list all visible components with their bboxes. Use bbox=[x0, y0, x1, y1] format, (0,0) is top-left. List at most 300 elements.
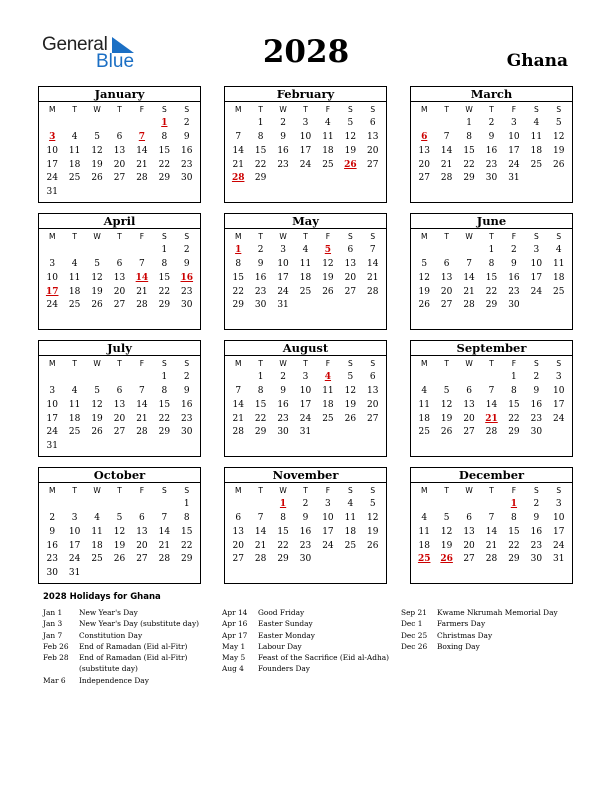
weekday-header: S bbox=[161, 105, 167, 114]
day-cell: 8 bbox=[511, 385, 517, 396]
day-cell: 8 bbox=[161, 385, 168, 396]
month-march bbox=[410, 86, 573, 203]
weekday-header: S bbox=[161, 486, 167, 495]
day-cell: 12 bbox=[113, 526, 126, 537]
day-cell: 4 bbox=[421, 385, 428, 396]
weekday-header: W bbox=[465, 359, 473, 368]
day-cell: 16 bbox=[530, 399, 543, 410]
month-name: April bbox=[39, 214, 200, 229]
weekday-header: S bbox=[556, 105, 562, 114]
day-cell: 11 bbox=[344, 512, 357, 523]
day-cell: 28 bbox=[485, 427, 498, 438]
day-cell: 15 bbox=[158, 399, 171, 410]
day-cell: 16 bbox=[530, 526, 543, 537]
empty-cell bbox=[480, 371, 502, 385]
day-cell: 11 bbox=[68, 145, 81, 156]
holiday-item bbox=[222, 663, 397, 674]
day-cell: 9 bbox=[257, 258, 264, 269]
day-cell: 25 bbox=[322, 159, 334, 170]
day-cell: 17 bbox=[299, 399, 312, 410]
day-cell: 19 bbox=[91, 159, 103, 170]
empty-cell bbox=[176, 440, 198, 454]
day-cell: 22 bbox=[254, 413, 267, 424]
day-cell: 2 bbox=[183, 117, 190, 128]
empty-cell bbox=[525, 172, 547, 186]
day-cell: 22 bbox=[232, 286, 244, 297]
holiday-date: Dec 25 bbox=[401, 630, 428, 640]
weekday-header: M bbox=[234, 105, 242, 114]
day-cell: 7 bbox=[466, 258, 472, 269]
day-grid bbox=[39, 483, 200, 583]
weekday-header: M bbox=[48, 486, 56, 495]
day-cell: 25 bbox=[91, 554, 103, 565]
day-cell: 29 bbox=[277, 554, 289, 565]
weekday-header: T bbox=[258, 105, 263, 114]
weekday-header: T bbox=[444, 232, 449, 241]
day-cell: 7 bbox=[488, 512, 495, 523]
day-grid bbox=[225, 102, 386, 202]
day-cell: 22 bbox=[508, 413, 520, 424]
weekday-header: W bbox=[93, 105, 101, 114]
day-cell: 8 bbox=[235, 258, 242, 269]
empty-cell bbox=[272, 440, 294, 454]
empty-cell bbox=[317, 553, 339, 567]
day-cell: 27 bbox=[463, 554, 475, 565]
month-april bbox=[38, 213, 201, 330]
day-cell: 12 bbox=[322, 258, 334, 269]
empty-cell bbox=[131, 117, 153, 131]
day-cell: 2 bbox=[302, 498, 309, 509]
day-cell: 29 bbox=[254, 173, 267, 184]
weekday-header: S bbox=[533, 232, 539, 241]
day-cell: 12 bbox=[367, 512, 379, 523]
day-cell: 14 bbox=[232, 399, 244, 410]
day-cell: 25 bbox=[68, 427, 81, 438]
day-cell: 16 bbox=[299, 526, 312, 537]
day-cell: 14 bbox=[254, 526, 267, 537]
day-cell: 25 bbox=[530, 159, 543, 170]
day-cell: 20 bbox=[113, 159, 126, 170]
empty-cell bbox=[317, 440, 339, 454]
empty-cell bbox=[480, 440, 502, 454]
empty-cell bbox=[458, 371, 480, 385]
month-name: October bbox=[39, 468, 200, 483]
day-cell: 22 bbox=[158, 159, 171, 170]
day-cell: 24 bbox=[46, 427, 58, 438]
weekday-header: M bbox=[420, 105, 428, 114]
day-cell: 16 bbox=[254, 272, 267, 283]
empty-cell bbox=[413, 440, 435, 454]
day-cell: 17 bbox=[68, 540, 81, 551]
holiday-item bbox=[401, 618, 576, 629]
day-cell: 29 bbox=[232, 300, 244, 311]
day-grid bbox=[411, 356, 572, 456]
day-cell: 1 bbox=[257, 117, 264, 128]
day-cell: 3 bbox=[555, 371, 562, 382]
holiday-name: Boxing Day bbox=[437, 641, 480, 651]
day-cell: 8 bbox=[257, 131, 264, 142]
day-cell: 21 bbox=[485, 540, 498, 551]
day-cell: 18 bbox=[344, 526, 357, 537]
holiday-date: Dec 1 bbox=[401, 619, 423, 629]
weekday-header: F bbox=[511, 486, 517, 495]
weekday-header: T bbox=[303, 486, 308, 495]
day-cell: 6 bbox=[443, 258, 450, 269]
empty-cell bbox=[339, 440, 361, 454]
day-cell: 26 bbox=[322, 286, 334, 297]
day-cell: 7 bbox=[369, 244, 376, 255]
day-cell: 19 bbox=[322, 272, 334, 283]
holiday-day: 1 bbox=[510, 498, 518, 509]
month-august bbox=[224, 340, 387, 457]
weekday-header: T bbox=[72, 232, 77, 241]
day-cell: 15 bbox=[485, 272, 498, 283]
day-cell: 9 bbox=[533, 512, 540, 523]
empty-cell bbox=[86, 498, 108, 512]
holiday-name: Kwame Nkrumah Memorial Day bbox=[437, 608, 558, 617]
day-cell: 20 bbox=[463, 413, 475, 424]
day-cell: 12 bbox=[440, 526, 453, 537]
day-cell: 15 bbox=[181, 526, 193, 537]
day-cell: 29 bbox=[463, 173, 475, 184]
day-cell: 23 bbox=[485, 159, 498, 170]
empty-cell bbox=[227, 371, 249, 385]
day-cell: 13 bbox=[136, 526, 148, 537]
day-cell: 18 bbox=[553, 272, 565, 283]
day-cell: 13 bbox=[463, 526, 475, 537]
empty-cell bbox=[86, 313, 108, 327]
empty-cell bbox=[153, 186, 175, 200]
holiday-name: Easter Monday bbox=[258, 630, 315, 640]
day-cell: 17 bbox=[46, 159, 58, 170]
day-cell: 27 bbox=[367, 159, 379, 170]
empty-cell bbox=[525, 313, 547, 327]
weekday-header: S bbox=[347, 232, 353, 241]
day-cell: 13 bbox=[367, 131, 379, 142]
empty-cell bbox=[153, 498, 175, 512]
weekday-header: W bbox=[465, 105, 473, 114]
day-cell: 4 bbox=[347, 498, 354, 509]
holiday-day: 25 bbox=[417, 554, 431, 565]
day-cell: 27 bbox=[440, 300, 453, 311]
empty-cell bbox=[108, 498, 130, 512]
month-name: September bbox=[411, 341, 572, 356]
day-cell: 19 bbox=[553, 145, 565, 156]
day-cell: 11 bbox=[91, 526, 103, 537]
day-cell: 8 bbox=[161, 258, 168, 269]
day-cell: 9 bbox=[280, 131, 286, 142]
day-cell: 7 bbox=[139, 258, 145, 269]
day-cell: 2 bbox=[280, 117, 286, 128]
day-cell: 23 bbox=[530, 413, 543, 424]
day-cell: 14 bbox=[367, 258, 379, 269]
day-cell: 13 bbox=[367, 385, 379, 396]
day-cell: 14 bbox=[463, 272, 475, 283]
weekday-header: T bbox=[489, 359, 494, 368]
empty-cell bbox=[227, 117, 249, 131]
empty-cell bbox=[435, 440, 457, 454]
day-cell: 23 bbox=[277, 159, 289, 170]
weekday-header: W bbox=[93, 359, 101, 368]
day-cell: 18 bbox=[322, 399, 334, 410]
day-cell: 1 bbox=[161, 244, 168, 255]
day-cell: 11 bbox=[68, 399, 81, 410]
day-cell: 25 bbox=[322, 413, 334, 424]
day-cell: 31 bbox=[508, 173, 520, 184]
holiday-date: Apr 17 bbox=[222, 630, 248, 640]
day-cell: 7 bbox=[235, 131, 242, 142]
day-cell: 30 bbox=[299, 554, 312, 565]
day-cell: 23 bbox=[299, 540, 312, 551]
weekday-header: F bbox=[325, 105, 331, 114]
holiday-name: Farmers Day bbox=[437, 619, 486, 629]
day-cell: 8 bbox=[511, 512, 517, 523]
empty-cell bbox=[458, 244, 480, 258]
empty-cell bbox=[362, 567, 384, 581]
day-grid bbox=[39, 356, 200, 456]
day-cell: 25 bbox=[299, 286, 312, 297]
day-cell: 19 bbox=[440, 540, 453, 551]
empty-cell bbox=[435, 371, 457, 385]
day-cell: 24 bbox=[553, 413, 565, 424]
day-cell: 16 bbox=[508, 272, 520, 283]
holiday-day: 14 bbox=[135, 272, 149, 283]
day-cell: 28 bbox=[463, 300, 475, 311]
empty-cell bbox=[86, 567, 108, 581]
day-cell: 30 bbox=[277, 427, 289, 438]
weekday-header: T bbox=[258, 486, 263, 495]
empty-cell bbox=[272, 172, 294, 186]
holiday-name: End of Ramadan (Eid al-Fitr) (substitute day) bbox=[79, 653, 188, 674]
day-cell: 20 bbox=[136, 540, 148, 551]
weekday-header: S bbox=[556, 359, 562, 368]
weekday-header: S bbox=[184, 105, 190, 114]
weekday-header: F bbox=[139, 486, 145, 495]
day-cell: 18 bbox=[530, 145, 543, 156]
weekday-header: S bbox=[184, 486, 190, 495]
weekday-header: F bbox=[139, 232, 145, 241]
day-cell: 2 bbox=[257, 244, 264, 255]
day-cell: 17 bbox=[553, 526, 565, 537]
weekday-header: S bbox=[556, 486, 562, 495]
day-cell: 6 bbox=[369, 371, 376, 382]
empty-cell bbox=[108, 313, 130, 327]
holiday-date: Jan 7 bbox=[43, 630, 63, 640]
day-cell: 23 bbox=[530, 540, 543, 551]
empty-cell bbox=[339, 553, 361, 567]
empty-cell bbox=[86, 371, 108, 385]
day-cell: 6 bbox=[235, 512, 242, 523]
day-cell: 5 bbox=[443, 512, 450, 523]
weekday-header: S bbox=[161, 359, 167, 368]
day-cell: 31 bbox=[299, 427, 312, 438]
day-cell: 29 bbox=[158, 427, 171, 438]
day-cell: 1 bbox=[511, 371, 517, 382]
empty-cell bbox=[458, 567, 480, 581]
weekday-header: F bbox=[511, 359, 517, 368]
day-cell: 26 bbox=[344, 413, 357, 424]
holiday-item bbox=[401, 641, 576, 652]
day-cell: 28 bbox=[440, 173, 453, 184]
day-cell: 23 bbox=[181, 413, 193, 424]
empty-cell bbox=[548, 567, 570, 581]
empty-cell bbox=[317, 426, 339, 440]
weekday-header: W bbox=[93, 486, 101, 495]
day-cell: 12 bbox=[91, 399, 103, 410]
day-cell: 19 bbox=[91, 286, 103, 297]
day-cell: 11 bbox=[418, 399, 430, 410]
day-cell: 20 bbox=[418, 159, 430, 170]
day-cell: 25 bbox=[418, 427, 430, 438]
month-june bbox=[410, 213, 573, 330]
holiday-column bbox=[401, 607, 576, 652]
holiday-item bbox=[43, 630, 213, 641]
day-cell: 3 bbox=[533, 244, 540, 255]
day-cell: 20 bbox=[463, 540, 475, 551]
day-cell: 10 bbox=[46, 399, 58, 410]
day-cell: 26 bbox=[553, 159, 565, 170]
day-cell: 8 bbox=[161, 131, 168, 142]
holiday-date: Aug 4 bbox=[222, 664, 244, 674]
day-cell: 9 bbox=[488, 131, 495, 142]
day-cell: 12 bbox=[91, 272, 103, 283]
day-cell: 30 bbox=[485, 173, 498, 184]
day-cell: 5 bbox=[94, 131, 100, 142]
day-cell: 3 bbox=[49, 258, 56, 269]
day-cell: 11 bbox=[68, 272, 81, 283]
holiday-date: Feb 26 bbox=[43, 641, 69, 651]
day-cell: 26 bbox=[113, 554, 126, 565]
day-cell: 15 bbox=[463, 145, 475, 156]
day-cell: 5 bbox=[369, 498, 376, 509]
day-cell: 16 bbox=[46, 540, 58, 551]
day-cell: 24 bbox=[530, 286, 543, 297]
day-cell: 7 bbox=[257, 512, 264, 523]
day-cell: 27 bbox=[232, 554, 244, 565]
day-cell: 14 bbox=[485, 526, 498, 537]
day-cell: 26 bbox=[440, 427, 453, 438]
weekday-header: M bbox=[48, 232, 56, 241]
day-cell: 18 bbox=[322, 145, 334, 156]
empty-cell bbox=[435, 244, 457, 258]
day-cell: 28 bbox=[136, 300, 148, 311]
day-cell: 9 bbox=[302, 512, 309, 523]
empty-cell bbox=[86, 117, 108, 131]
day-cell: 18 bbox=[68, 413, 81, 424]
day-cell: 12 bbox=[91, 145, 103, 156]
holiday-date: Sep 21 bbox=[401, 608, 427, 617]
day-cell: 27 bbox=[463, 427, 475, 438]
weekday-header: T bbox=[444, 105, 449, 114]
day-cell: 13 bbox=[463, 399, 475, 410]
day-cell: 25 bbox=[553, 286, 565, 297]
day-cell: 19 bbox=[440, 413, 453, 424]
empty-cell bbox=[503, 440, 525, 454]
empty-cell bbox=[294, 186, 316, 200]
day-cell: 4 bbox=[71, 131, 78, 142]
day-cell: 3 bbox=[302, 117, 309, 128]
day-cell: 13 bbox=[418, 145, 430, 156]
day-cell: 6 bbox=[139, 512, 145, 523]
day-cell: 17 bbox=[530, 272, 543, 283]
day-cell: 16 bbox=[181, 399, 193, 410]
empty-cell bbox=[294, 567, 316, 581]
holiday-name: New Year's Day (substitute day) bbox=[79, 619, 200, 629]
day-cell: 2 bbox=[533, 371, 540, 382]
empty-cell bbox=[294, 313, 316, 327]
empty-cell bbox=[362, 313, 384, 327]
month-name: February bbox=[225, 87, 386, 102]
empty-cell bbox=[458, 186, 480, 200]
empty-cell bbox=[548, 440, 570, 454]
day-cell: 17 bbox=[322, 526, 334, 537]
day-cell: 5 bbox=[347, 117, 354, 128]
day-cell: 11 bbox=[322, 131, 334, 142]
day-cell: 1 bbox=[257, 371, 264, 382]
weekday-header: F bbox=[325, 359, 331, 368]
day-cell: 23 bbox=[277, 413, 289, 424]
empty-cell bbox=[435, 313, 457, 327]
empty-cell bbox=[294, 440, 316, 454]
weekday-header: M bbox=[420, 359, 428, 368]
day-cell: 2 bbox=[280, 371, 286, 382]
day-cell: 3 bbox=[511, 117, 517, 128]
empty-cell bbox=[362, 426, 384, 440]
day-cell: 13 bbox=[440, 272, 453, 283]
empty-cell bbox=[317, 567, 339, 581]
day-cell: 7 bbox=[488, 385, 495, 396]
day-grid bbox=[225, 483, 386, 583]
empty-cell bbox=[131, 498, 153, 512]
empty-cell bbox=[458, 498, 480, 512]
month-name: August bbox=[225, 341, 386, 356]
empty-cell bbox=[480, 186, 502, 200]
day-cell: 24 bbox=[277, 286, 289, 297]
empty-cell bbox=[435, 117, 457, 131]
day-cell: 22 bbox=[277, 540, 289, 551]
holiday-date: Dec 26 bbox=[401, 641, 428, 651]
empty-cell bbox=[294, 299, 316, 313]
day-cell: 28 bbox=[232, 427, 244, 438]
empty-cell bbox=[41, 313, 63, 327]
day-grid bbox=[411, 229, 572, 329]
weekday-header: T bbox=[489, 486, 494, 495]
day-cell: 29 bbox=[181, 554, 193, 565]
day-cell: 13 bbox=[113, 272, 126, 283]
day-cell: 26 bbox=[91, 173, 103, 184]
empty-cell bbox=[227, 440, 249, 454]
empty-cell bbox=[480, 498, 502, 512]
empty-cell bbox=[108, 440, 130, 454]
day-cell: 17 bbox=[277, 272, 289, 283]
day-cell: 18 bbox=[68, 286, 81, 297]
day-cell: 9 bbox=[183, 385, 190, 396]
holiday-name: Christmas Day bbox=[437, 630, 493, 640]
day-cell: 23 bbox=[254, 286, 267, 297]
day-cell: 27 bbox=[344, 286, 357, 297]
day-cell: 10 bbox=[553, 385, 565, 396]
weekday-header: S bbox=[347, 486, 353, 495]
empty-cell bbox=[63, 440, 85, 454]
holiday-name: Feast of the Sacrifice (Eid al-Adha) bbox=[258, 653, 390, 663]
day-cell: 4 bbox=[533, 117, 540, 128]
month-name: June bbox=[411, 214, 572, 229]
empty-cell bbox=[525, 186, 547, 200]
weekday-header: F bbox=[511, 232, 517, 241]
holiday-date: Jan 3 bbox=[43, 619, 63, 629]
weekday-header: S bbox=[533, 486, 539, 495]
day-cell: 1 bbox=[161, 371, 168, 382]
